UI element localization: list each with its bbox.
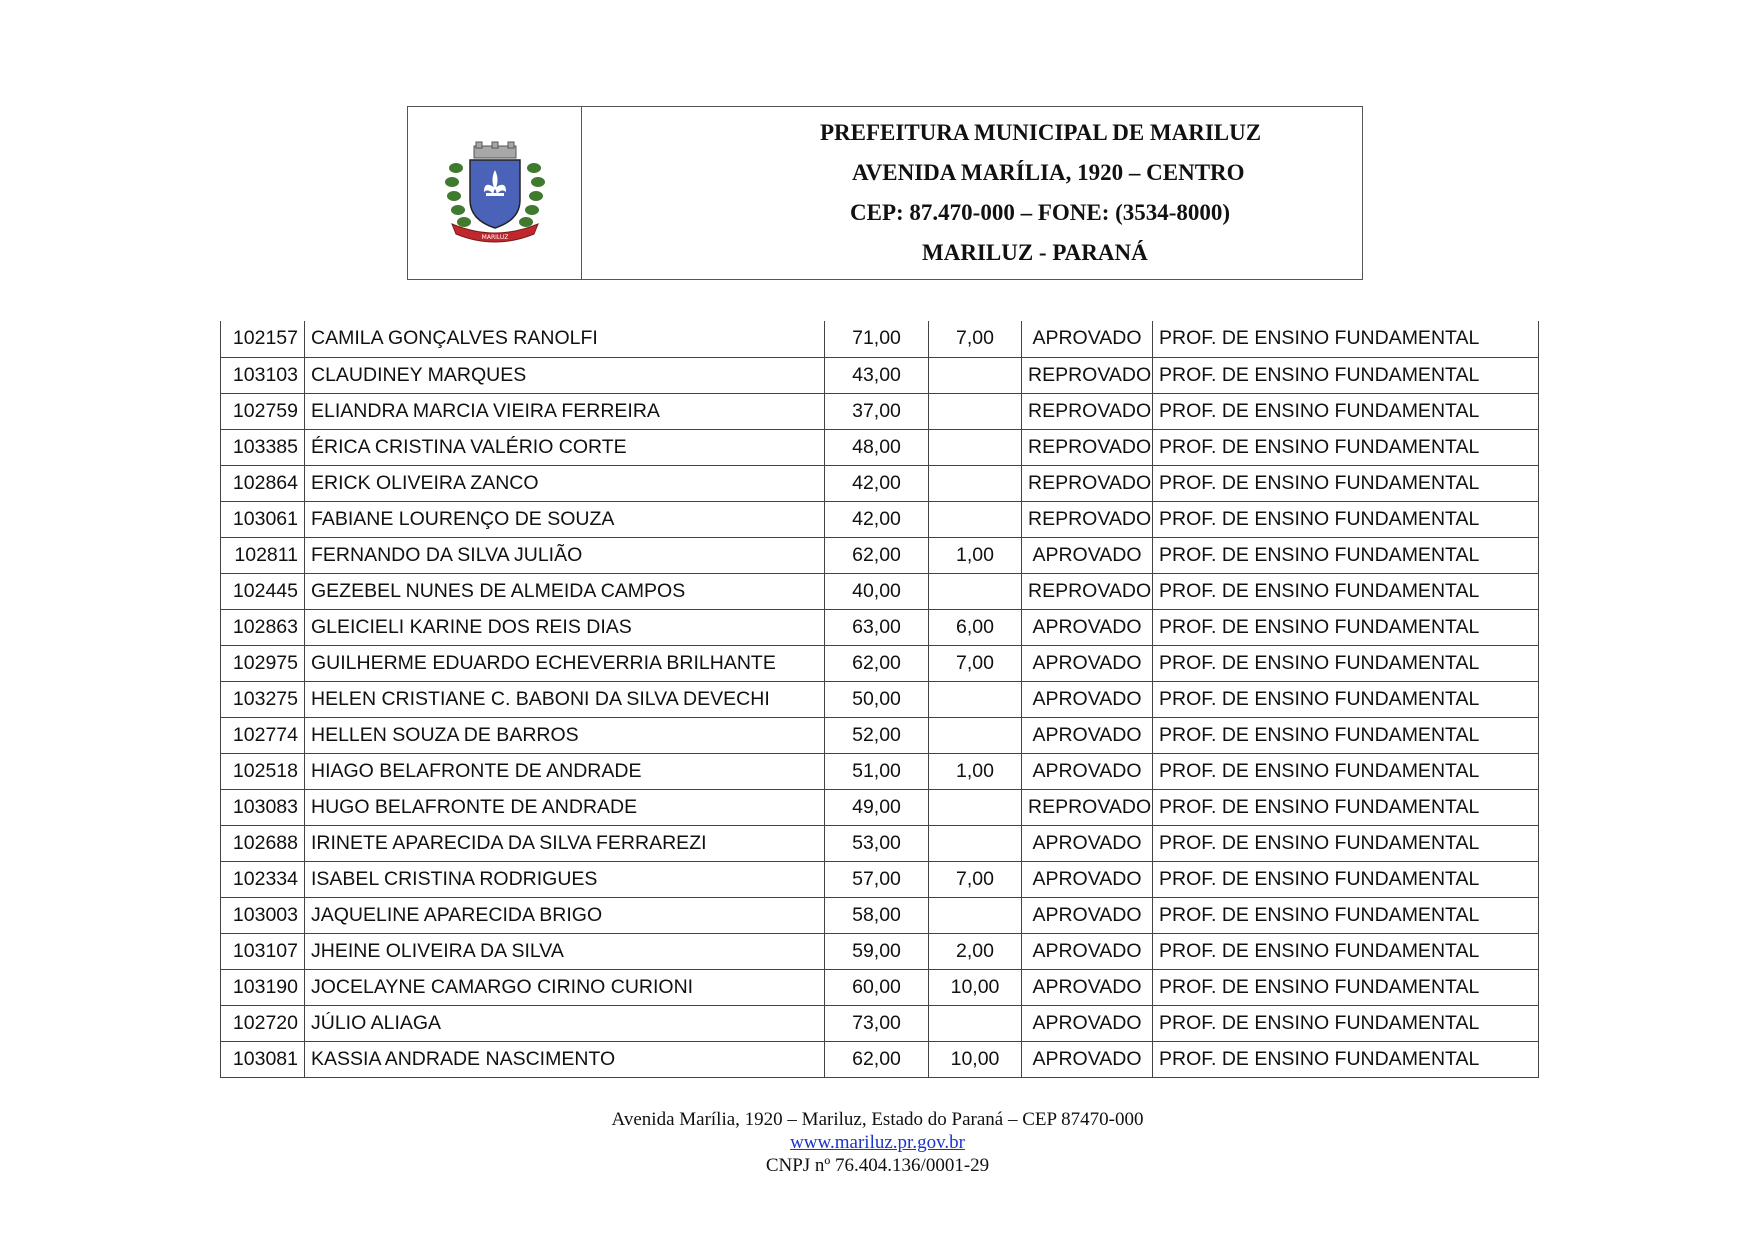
bonus-points-cell: 10,00 [929, 969, 1022, 1005]
score-cell: 49,00 [825, 789, 929, 825]
table-row [221, 825, 1539, 861]
score-cell: 62,00 [825, 537, 929, 573]
status-cell: APROVADO [1022, 609, 1153, 645]
position-cell: PROF. DE ENSINO FUNDAMENTAL [1153, 465, 1539, 501]
status-cell: APROVADO [1022, 753, 1153, 789]
candidate-name-cell: JÚLIO ALIAGA [305, 1005, 825, 1041]
candidate-name-cell: HELEN CRISTIANE C. BABONI DA SILVA DEVECHI [305, 681, 825, 717]
score-cell: 37,00 [825, 393, 929, 429]
position-cell: PROF. DE ENSINO FUNDAMENTAL [1153, 645, 1539, 681]
table-row [221, 681, 1539, 717]
bonus-points-cell [929, 429, 1022, 465]
position-cell: PROF. DE ENSINO FUNDAMENTAL [1153, 357, 1539, 393]
position-cell: PROF. DE ENSINO FUNDAMENTAL [1153, 753, 1539, 789]
status-cell: APROVADO [1022, 933, 1153, 969]
position-cell: PROF. DE ENSINO FUNDAMENTAL [1153, 609, 1539, 645]
position-cell: PROF. DE ENSINO FUNDAMENTAL [1153, 861, 1539, 897]
score-cell: 71,00 [825, 321, 929, 357]
score-cell: 59,00 [825, 933, 929, 969]
letterhead-text [582, 107, 1362, 279]
status-cell: APROVADO [1022, 861, 1153, 897]
candidate-id-cell: 103385 [221, 429, 305, 465]
bonus-points-cell [929, 393, 1022, 429]
candidate-name-cell: HELLEN SOUZA DE BARROS [305, 717, 825, 753]
position-cell: PROF. DE ENSINO FUNDAMENTAL [1153, 321, 1539, 357]
table-row [221, 429, 1539, 465]
bonus-points-cell [929, 789, 1022, 825]
candidate-id-cell: 102811 [221, 537, 305, 573]
status-cell: APROVADO [1022, 825, 1153, 861]
candidate-name-cell: GUILHERME EDUARDO ECHEVERRIA BRILHANTE [305, 645, 825, 681]
candidate-id-cell: 102864 [221, 465, 305, 501]
candidate-name-cell: IRINETE APARECIDA DA SILVA FERRAREZI [305, 825, 825, 861]
institution-city: MARILUZ - PARANÁ [922, 240, 1148, 265]
footer-website-link[interactable]: www.mariluz.pr.gov.br [790, 1132, 965, 1153]
footer-cnpj: CNPJ nº 76.404.136/0001-29 [765, 1155, 990, 1176]
candidate-name-cell: ISABEL CRISTINA RODRIGUES [305, 861, 825, 897]
status-cell: REPROVADO [1022, 465, 1153, 501]
bonus-points-cell [929, 501, 1022, 537]
bonus-points-cell [929, 897, 1022, 933]
bonus-points-cell: 2,00 [929, 933, 1022, 969]
candidate-id-cell: 102720 [221, 1005, 305, 1041]
position-cell: PROF. DE ENSINO FUNDAMENTAL [1153, 897, 1539, 933]
table-row [221, 753, 1539, 789]
table-row [221, 789, 1539, 825]
candidate-id-cell: 102157 [221, 321, 305, 357]
bonus-points-cell: 1,00 [929, 537, 1022, 573]
results-table [220, 321, 1539, 1078]
score-cell: 53,00 [825, 825, 929, 861]
position-cell: PROF. DE ENSINO FUNDAMENTAL [1153, 393, 1539, 429]
candidate-id-cell: 102334 [221, 861, 305, 897]
candidate-id-cell: 103107 [221, 933, 305, 969]
candidate-name-cell: JOCELAYNE CAMARGO CIRINO CURIONI [305, 969, 825, 1005]
table-row [221, 933, 1539, 969]
table-row [221, 609, 1539, 645]
institution-address: AVENIDA MARÍLIA, 1920 – CENTRO [852, 160, 1245, 185]
institution-name: PREFEITURA MUNICIPAL DE MARILUZ [820, 120, 1262, 145]
status-cell: APROVADO [1022, 897, 1153, 933]
score-cell: 43,00 [825, 357, 929, 393]
status-cell: APROVADO [1022, 537, 1153, 573]
position-cell: PROF. DE ENSINO FUNDAMENTAL [1153, 789, 1539, 825]
candidate-name-cell: ERICK OLIVEIRA ZANCO [305, 465, 825, 501]
candidate-id-cell: 103190 [221, 969, 305, 1005]
candidate-id-cell: 102863 [221, 609, 305, 645]
letterhead [407, 106, 1363, 280]
table-row [221, 861, 1539, 897]
status-cell: REPROVADO [1022, 573, 1153, 609]
bonus-points-cell [929, 573, 1022, 609]
table-row [221, 645, 1539, 681]
candidate-id-cell: 103275 [221, 681, 305, 717]
candidate-id-cell: 103061 [221, 501, 305, 537]
score-cell: 48,00 [825, 429, 929, 465]
status-cell: REPROVADO [1022, 357, 1153, 393]
status-cell: REPROVADO [1022, 429, 1153, 465]
candidate-id-cell: 102975 [221, 645, 305, 681]
bonus-points-cell: 7,00 [929, 645, 1022, 681]
bonus-points-cell: 6,00 [929, 609, 1022, 645]
table-row [221, 501, 1539, 537]
candidate-id-cell: 102518 [221, 753, 305, 789]
score-cell: 58,00 [825, 897, 929, 933]
table-row [221, 357, 1539, 393]
bonus-points-cell [929, 357, 1022, 393]
table-row [221, 321, 1539, 357]
candidate-name-cell: HUGO BELAFRONTE DE ANDRADE [305, 789, 825, 825]
score-cell: 73,00 [825, 1005, 929, 1041]
bonus-points-cell [929, 825, 1022, 861]
footer-address: Avenida Marília, 1920 – Mariluz, Estado do Paraná – CEP 87470-000 [611, 1109, 1144, 1130]
candidate-name-cell: KASSIA ANDRADE NASCIMENTO [305, 1041, 825, 1077]
score-cell: 60,00 [825, 969, 929, 1005]
table-row [221, 465, 1539, 501]
table-row [221, 897, 1539, 933]
bonus-points-cell: 10,00 [929, 1041, 1022, 1077]
bonus-points-cell: 1,00 [929, 753, 1022, 789]
score-cell: 42,00 [825, 465, 929, 501]
position-cell: PROF. DE ENSINO FUNDAMENTAL [1153, 825, 1539, 861]
status-cell: APROVADO [1022, 321, 1153, 357]
table-row [221, 537, 1539, 573]
score-cell: 51,00 [825, 753, 929, 789]
bonus-points-cell [929, 681, 1022, 717]
candidate-name-cell: JHEINE OLIVEIRA DA SILVA [305, 933, 825, 969]
bonus-points-cell [929, 465, 1022, 501]
status-cell: APROVADO [1022, 1041, 1153, 1077]
position-cell: PROF. DE ENSINO FUNDAMENTAL [1153, 573, 1539, 609]
logo-cell [408, 107, 582, 279]
status-cell: REPROVADO [1022, 789, 1153, 825]
candidate-name-cell: ELIANDRA MARCIA VIEIRA FERREIRA [305, 393, 825, 429]
candidate-name-cell: CLAUDINEY MARQUES [305, 357, 825, 393]
table-row [221, 573, 1539, 609]
candidate-name-cell: FABIANE LOURENÇO DE SOUZA [305, 501, 825, 537]
status-cell: APROVADO [1022, 717, 1153, 753]
status-cell: REPROVADO [1022, 501, 1153, 537]
candidate-id-cell: 103083 [221, 789, 305, 825]
candidate-name-cell: HIAGO BELAFRONTE DE ANDRADE [305, 753, 825, 789]
table-row [221, 717, 1539, 753]
candidate-id-cell: 102774 [221, 717, 305, 753]
candidate-id-cell: 102688 [221, 825, 305, 861]
position-cell: PROF. DE ENSINO FUNDAMENTAL [1153, 429, 1539, 465]
status-cell: APROVADO [1022, 969, 1153, 1005]
table-row [221, 969, 1539, 1005]
candidate-name-cell: CAMILA GONÇALVES RANOLFI [305, 321, 825, 357]
position-cell: PROF. DE ENSINO FUNDAMENTAL [1153, 537, 1539, 573]
status-cell: APROVADO [1022, 1005, 1153, 1041]
position-cell: PROF. DE ENSINO FUNDAMENTAL [1153, 681, 1539, 717]
bonus-points-cell: 7,00 [929, 861, 1022, 897]
municipal-crest-logo [440, 138, 550, 248]
candidate-id-cell: 102759 [221, 393, 305, 429]
candidate-id-cell: 103003 [221, 897, 305, 933]
score-cell: 62,00 [825, 1041, 929, 1077]
page-footer [0, 1108, 1755, 1177]
status-cell: APROVADO [1022, 681, 1153, 717]
position-cell: PROF. DE ENSINO FUNDAMENTAL [1153, 717, 1539, 753]
candidate-id-cell: 103103 [221, 357, 305, 393]
position-cell: PROF. DE ENSINO FUNDAMENTAL [1153, 1005, 1539, 1041]
bonus-points-cell [929, 717, 1022, 753]
candidate-id-cell: 103081 [221, 1041, 305, 1077]
status-cell: APROVADO [1022, 645, 1153, 681]
table-row [221, 1005, 1539, 1041]
score-cell: 40,00 [825, 573, 929, 609]
candidate-name-cell: GEZEBEL NUNES DE ALMEIDA CAMPOS [305, 573, 825, 609]
score-cell: 62,00 [825, 645, 929, 681]
candidate-name-cell: JAQUELINE APARECIDA BRIGO [305, 897, 825, 933]
candidate-name-cell: GLEICIELI KARINE DOS REIS DIAS [305, 609, 825, 645]
table-row [221, 393, 1539, 429]
svg-text:MARILUZ: MARILUZ [481, 234, 508, 241]
status-cell: REPROVADO [1022, 393, 1153, 429]
score-cell: 42,00 [825, 501, 929, 537]
candidate-id-cell: 102445 [221, 573, 305, 609]
position-cell: PROF. DE ENSINO FUNDAMENTAL [1153, 501, 1539, 537]
position-cell: PROF. DE ENSINO FUNDAMENTAL [1153, 933, 1539, 969]
candidate-name-cell: FERNANDO DA SILVA JULIÃO [305, 537, 825, 573]
position-cell: PROF. DE ENSINO FUNDAMENTAL [1153, 1041, 1539, 1077]
score-cell: 52,00 [825, 717, 929, 753]
position-cell: PROF. DE ENSINO FUNDAMENTAL [1153, 969, 1539, 1005]
candidate-name-cell: ÉRICA CRISTINA VALÉRIO CORTE [305, 429, 825, 465]
institution-contact: CEP: 87.470-000 – FONE: (3534-8000) [850, 200, 1231, 225]
score-cell: 50,00 [825, 681, 929, 717]
bonus-points-cell: 7,00 [929, 321, 1022, 357]
score-cell: 57,00 [825, 861, 929, 897]
score-cell: 63,00 [825, 609, 929, 645]
table-row [221, 1041, 1539, 1077]
bonus-points-cell [929, 1005, 1022, 1041]
